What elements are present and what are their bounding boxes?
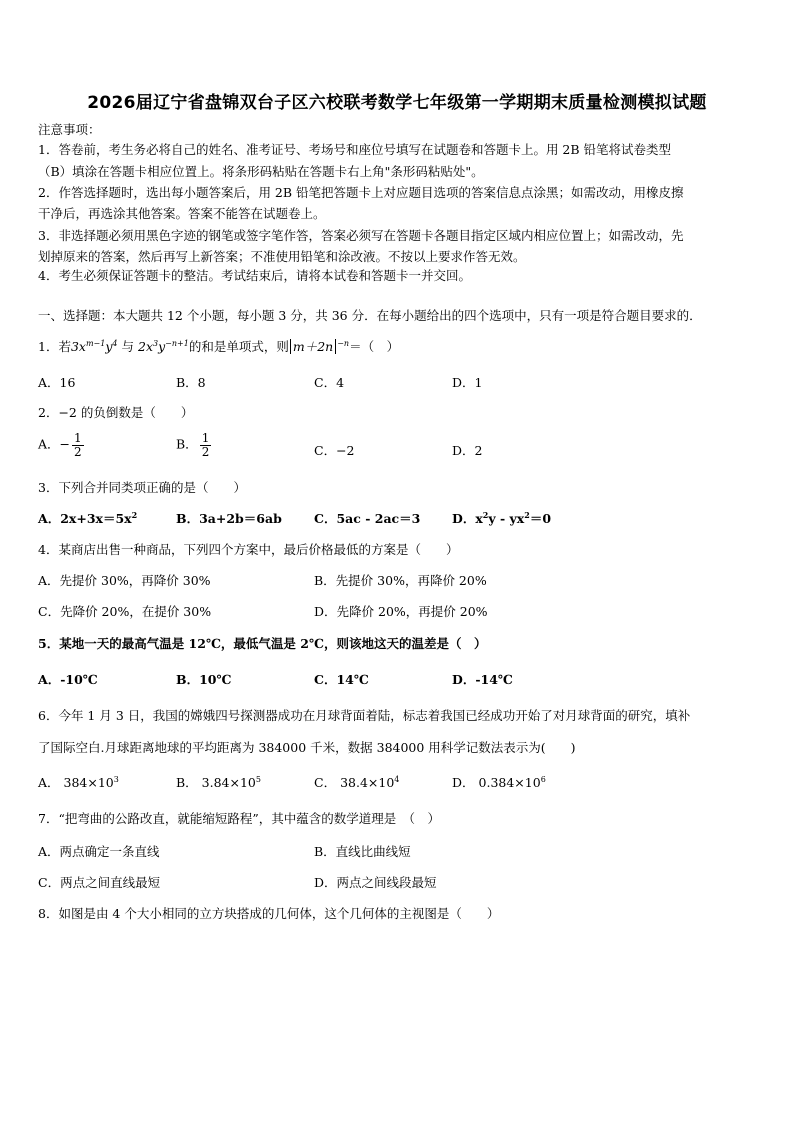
q1-tail: 的和是单项式，则 [188,339,289,355]
q3-option-a[interactable]: A．$2x+3x=5x^2$ [38,510,138,527]
q4-option-c[interactable]: C．先降价 20%，在提价 30% [38,604,212,619]
notice-line-5: 3．非选择题必须用黑色字迹的钢笔或签字笔作答，答案必须写在答题卡各题目指定区域内相应位置上；如需改动，先 [38,228,684,243]
section-heading: 一、选择题：本大题共 12 个小题，每小题 3 分，共 36 分．在每小题给出的四个选项中，只有一项是符合题目要求的． [38,308,702,323]
q7-option-d[interactable]: D．两点之间线段最短 [314,875,437,890]
q1-option-d[interactable]: D．1 [452,375,483,390]
q5-option-a[interactable]: A．-10℃ [38,672,98,687]
q6-option-d[interactable]: D． $0.384\times 10^6$ [452,775,546,791]
q3-option-b[interactable]: B．3a+2b＝6ab [176,511,282,526]
q1-term2: $2x^3y^{-n+1}$ [138,339,189,355]
notice-line-6: 划掉原来的答案，然后再写上新答案；不准使用铅笔和涂改液。不按以上要求作答无效。 [38,249,526,264]
notice-line-4: 干净后，再选涂其他答案。答案不能答在试题卷上。 [38,206,326,221]
q1-term1: $3x^{m-1}y^4$ [70,339,118,355]
q5-option-d[interactable]: D．-14℃ [452,672,513,687]
q5-option-c[interactable]: C．14℃ [314,672,369,687]
q6-option-c[interactable]: C． $38.4\times 10^4$ [314,775,400,791]
question-8-stem: 8．如图是由 4 个大小相同的立方块搭成的几何体，这个几何体的主视图是（ ） [38,906,500,921]
q6-option-b[interactable]: B． $3.84\times 10^5$ [176,775,261,791]
q1-end: ＝（ ） [349,339,400,355]
q2-option-b[interactable]: B． $\frac{1}{2}$ [176,431,210,459]
q4-option-a[interactable]: A．先提价 30%，再降价 30% [38,573,211,588]
q1-option-c[interactable]: C．4 [314,375,345,390]
q1-mid: 与 [121,339,135,355]
q4-option-b[interactable]: B．先提价 30%，再降价 20% [314,573,487,588]
q3-option-c[interactable]: C．5ac - 2ac＝3 [314,511,421,526]
notice-line-2: （B）填涂在答题卡相应位置上。将条形码粘贴在答题卡右上角"条形码粘贴处"。 [38,164,484,179]
q2-a-fraction: $\frac{1}{2}$ [74,431,82,459]
exam-title: 2026届辽宁省盘锦双台子区六校联考数学七年级第一学期期末质量检测模拟试题 [87,93,707,113]
question-5-stem: 5．某地一天的最高气温是 12℃，最低气温是 2℃，则该地这天的温差是（ ） [38,636,487,651]
q5-option-b[interactable]: B．10℃ [176,672,232,687]
notice-heading: 注意事项： [38,122,101,137]
question-6-line-2: 了国际空白.月球距离地球的平均距离为 384000 千米，数据 384000 用科学记数法表示为( ) [38,740,576,755]
q2-option-c[interactable]: C．−2 [314,443,355,458]
q1-option-b[interactable]: B．8 [176,375,206,390]
question-6-line-1: 6．今年 1 月 3 日，我国的嫦娥四号探测器成功在月球背面着陆，标志着我国已经成功开始了对月球背面的研究，填补 [38,708,691,723]
q7-option-c[interactable]: C．两点之间直线最短 [38,875,161,890]
notice-line-3: 2．作答选择题时，选出每小题答案后，用 2B 铅笔把答题卡上对应题目选项的答案信息点涂黑；如需改动，用橡皮擦 [38,185,684,200]
question-3-stem: 3．下列合并同类项正确的是（ ） [38,480,246,495]
q2-b-fraction: $\frac{1}{2}$ [201,431,210,459]
q7-option-b[interactable]: B．直线比曲线短 [314,844,411,859]
q4-option-d[interactable]: D．先降价 20%，再提价 20% [314,604,488,619]
q2-option-d[interactable]: D．2 [452,443,483,458]
q1-prefix: 1．若 [38,339,71,355]
q1-abs-expr: m＋2n [290,339,336,354]
question-2-stem: 2．−2 的负倒数是（ ） [38,405,194,420]
q7-option-a[interactable]: A．两点确定一条直线 [38,844,160,859]
question-4-stem: 4．某商店出售一种商品，下列四个方案中，最后价格最低的方案是（ ） [38,542,459,557]
question-1-stem [38,339,399,354]
q1-abs-exp: −n [337,339,350,348]
q2-option-a[interactable]: A．− $\frac{1}{2}$ [38,431,82,459]
q3-option-d[interactable]: D．$x^2y - yx^2=0$ [452,510,552,527]
q6-option-a[interactable]: A． $384\times 10^3$ [38,775,119,791]
question-7-stem: 7．“把弯曲的公路改直，就能缩短路程”，其中蕴含的数学道理是 （ ） [38,811,440,826]
notice-line-7: 4．考生必须保证答题卡的整洁。考试结束后，请将本试卷和答题卡一并交回。 [38,268,471,283]
q1-option-a[interactable]: A．16 [38,375,76,390]
notice-line-1: 1．答卷前，考生务必将自己的姓名、准考证号、考场号和座位号填写在试题卷和答题卡上。用 2B 铅笔将试卷类型 [38,142,672,157]
